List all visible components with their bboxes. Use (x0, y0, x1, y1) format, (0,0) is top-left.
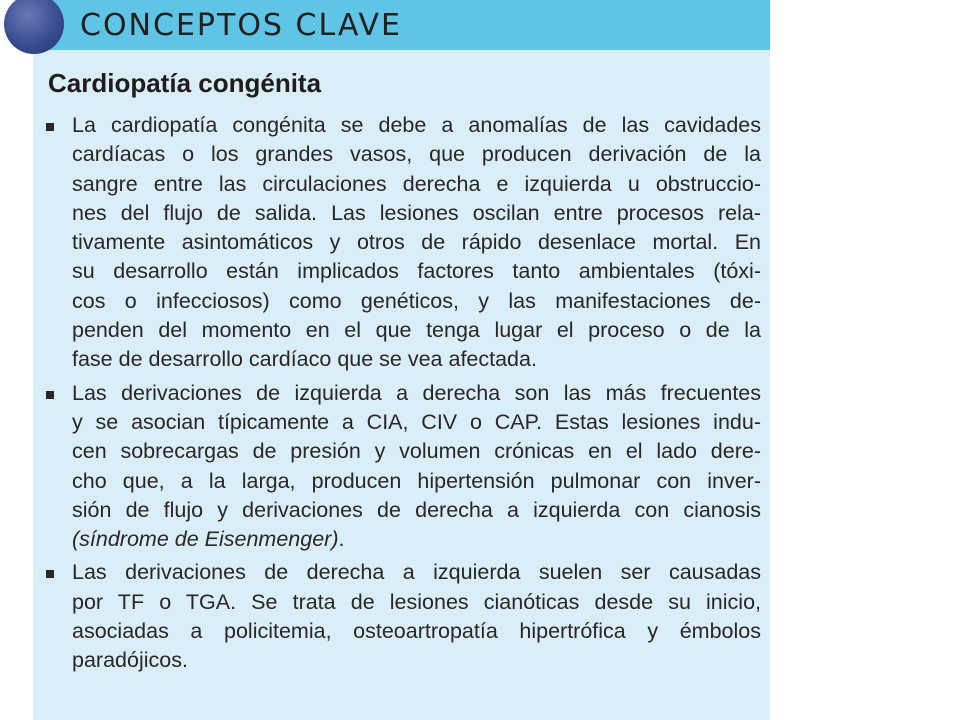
box-title: CONCEPTOS CLAVE (80, 8, 402, 43)
bullet-item (46, 558, 761, 675)
text-line: Las derivaciones de izquierda a derecha son las más frecuentes (72, 380, 761, 405)
text-line (72, 525, 761, 554)
bullet-list (46, 111, 761, 680)
text-line: cos o infecciosos) como genéticos, y las manifestaciones de- (72, 288, 761, 313)
text-line: sión de flujo y derivaciones de derecha a izquierda con cianosis (72, 497, 761, 522)
text-line: cho que, a la larga, producen hipertensión pulmonar con inver- (72, 468, 761, 493)
text-line: nes del flujo de salida. Las lesiones oscilan entre procesos rela- (72, 200, 761, 225)
sentence-end: . (338, 527, 345, 552)
square-bullet-icon (46, 570, 54, 578)
text-line: Las derivaciones de derecha a izquierda suelen ser causadas (72, 560, 761, 585)
bullet-item (46, 379, 761, 555)
section-title: Cardiopatía congénita (48, 68, 322, 98)
text-line: sangre entre las circulaciones derecha e izquierda u obstruccio- (72, 171, 761, 196)
text-line: asociadas a policitemia, osteoartropatía hipertrófica y émbolos (72, 619, 761, 644)
text-line: cardíacas o los grandes vasos, que producen derivación de la (72, 142, 761, 167)
text-line: paradójicos. (72, 648, 188, 673)
bullet-item (46, 111, 761, 375)
text-line: tivamente asintomáticos y otros de rápido desenlace mortal. En (72, 230, 761, 255)
text-line: fase de desarrollo cardíaco que se vea afectada. (72, 347, 537, 372)
text-line: y se asocian típicamente a CIA, CIV o CAP. Estas lesiones indu- (72, 409, 761, 434)
square-bullet-icon (46, 123, 54, 131)
text-line: por TF o TGA. Se trata de lesiones cianóticas desde su inicio, (72, 589, 761, 614)
italic-term: (síndrome de Eisenmenger) (72, 527, 339, 552)
square-bullet-icon (46, 391, 54, 399)
text-line: cen sobrecargas de presión y volumen crónicas en el lado dere- (72, 439, 761, 464)
text-line: su desarrollo están implicados factores tanto ambientales (tóxi- (72, 259, 761, 284)
text-line: La cardiopatía congénita se debe a anomalías de las cavidades (72, 113, 761, 137)
text-line: penden del momento en el que tenga lugar el proceso o de la (72, 318, 761, 343)
